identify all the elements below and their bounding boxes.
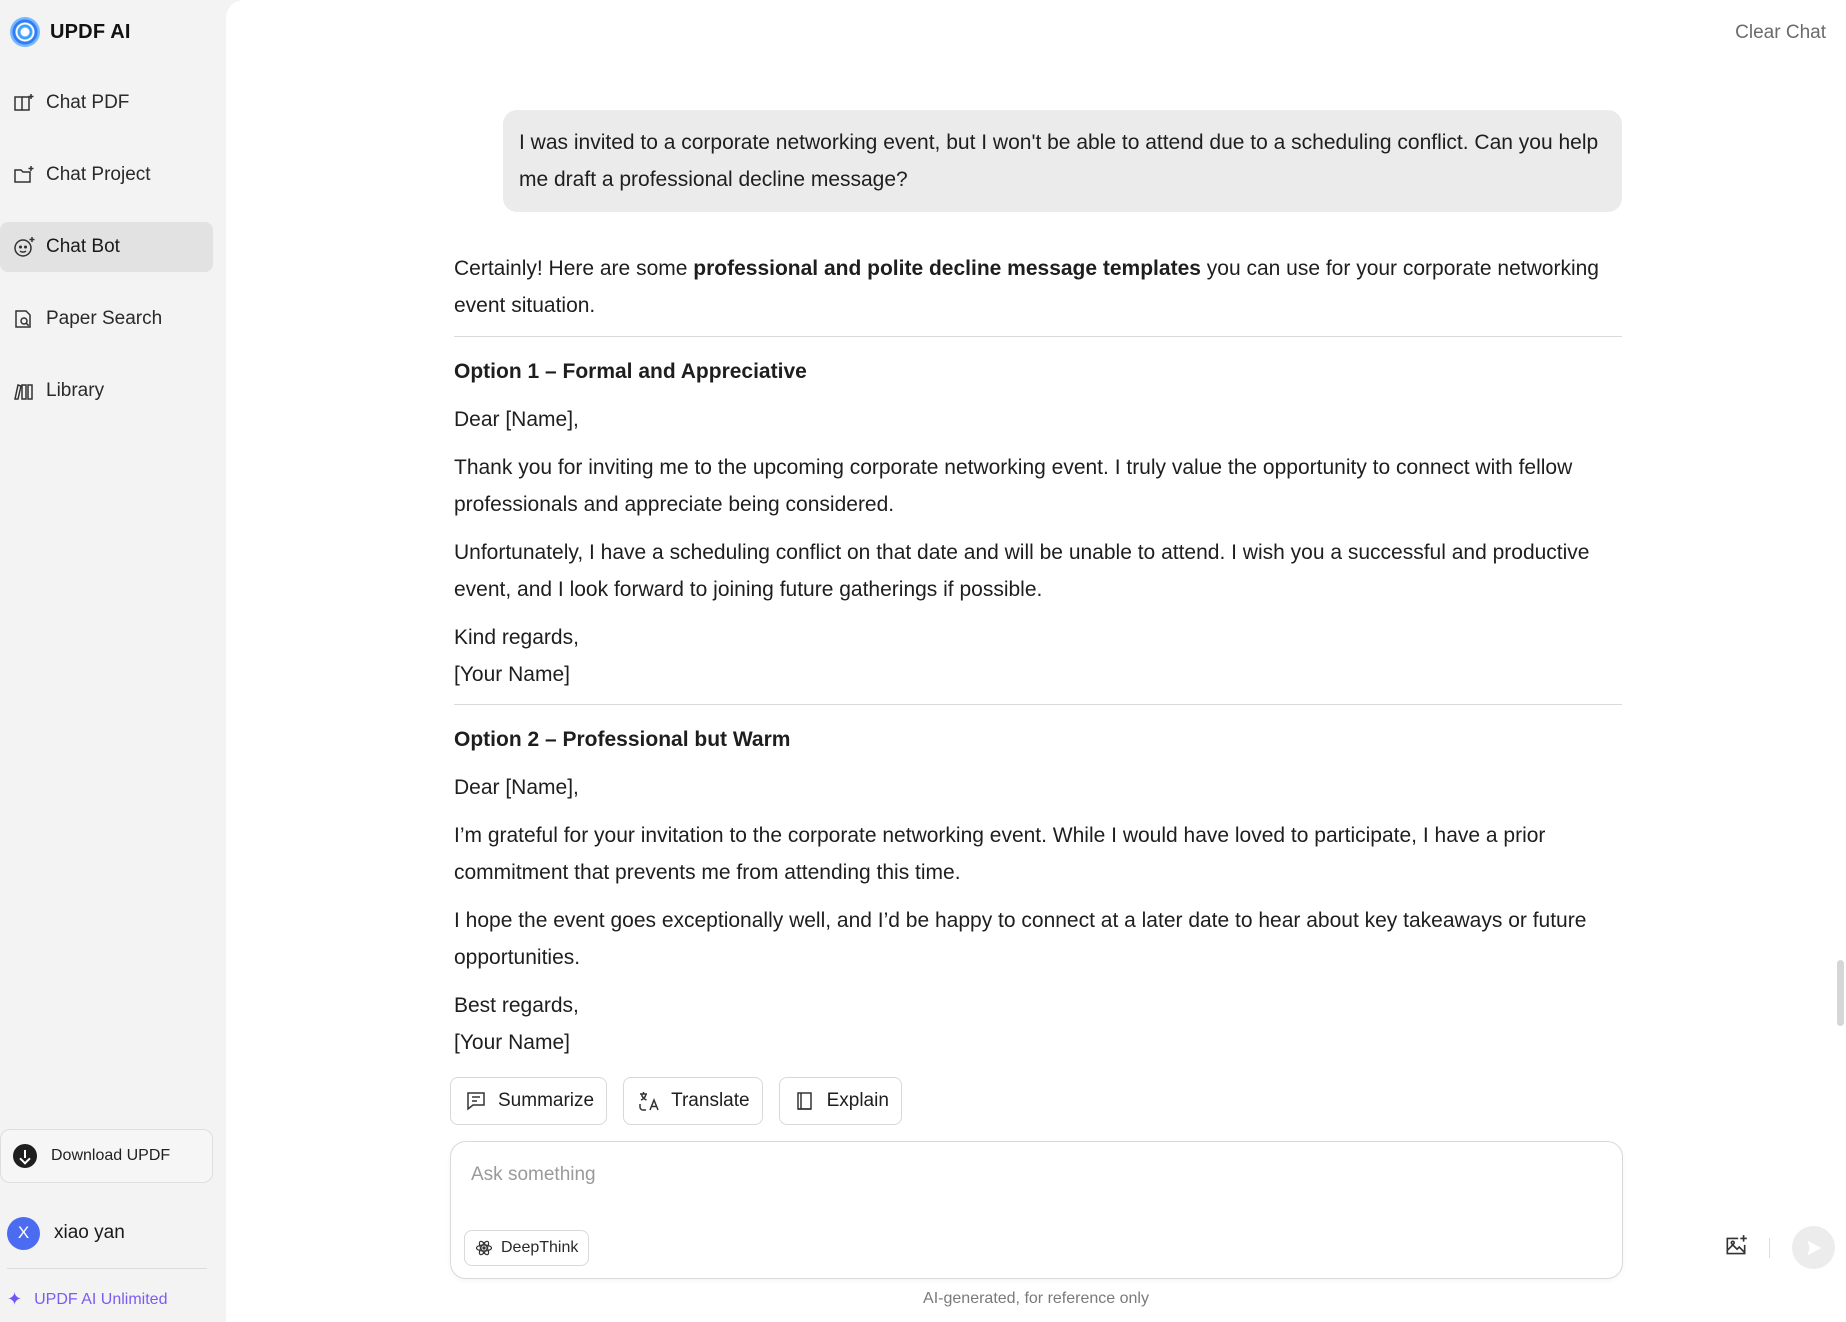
brand-name: UPDF AI — [50, 20, 131, 43]
explain-button[interactable]: Explain — [779, 1077, 902, 1125]
quick-actions — [450, 1077, 902, 1125]
composer-divider — [1769, 1238, 1770, 1258]
sidebar-item-label: Chat Bot — [46, 236, 120, 257]
library-icon — [12, 379, 36, 403]
user-name: xiao yan — [54, 1222, 125, 1243]
option1-paragraph: Thank you for inviting me to the upcoming corporate networking event. I truly value the opportunity to connect with fellow professionals and appreciate being considered. — [454, 456, 1573, 516]
option2-greeting: Dear [Name], — [454, 776, 579, 799]
summarize-icon — [464, 1089, 488, 1113]
sidebar-item-label: Chat Project — [46, 164, 151, 185]
avatar: X — [7, 1217, 40, 1250]
option1-greeting: Dear [Name], — [454, 408, 579, 431]
bot-face-icon — [12, 235, 36, 259]
sidebar-item-label: Chat PDF — [46, 92, 130, 113]
sidebar — [0, 0, 226, 1322]
updf-ai-unlimited-link[interactable] — [7, 1289, 167, 1310]
translate-button[interactable]: Translate — [623, 1077, 763, 1125]
sidebar-item-chat-bot[interactable] — [0, 222, 213, 272]
send-icon — [1804, 1238, 1824, 1258]
book-icon — [793, 1089, 817, 1113]
document-search-icon — [12, 307, 36, 331]
book-open-icon — [12, 91, 36, 115]
translate-icon — [637, 1089, 661, 1113]
brand[interactable] — [10, 16, 131, 48]
image-add-icon — [1723, 1233, 1749, 1259]
sidebar-item-chat-project[interactable] — [0, 150, 213, 200]
download-updf-button[interactable] — [0, 1129, 213, 1183]
divider — [454, 336, 1622, 337]
atom-icon — [475, 1239, 493, 1257]
image-upload-button[interactable] — [1721, 1232, 1751, 1262]
option1-heading: Option 1 – Formal and Appreciative — [454, 360, 807, 383]
sidebar-item-label: Paper Search — [46, 308, 163, 329]
conversation — [454, 110, 1622, 1054]
option2-signature: [Your Name] — [454, 1031, 570, 1054]
divider — [454, 704, 1622, 705]
answer-intro: Certainly! Here are some professional and polite decline message templates you can use for your corporate networking event situation. — [454, 257, 1599, 317]
folder-plus-icon — [12, 163, 36, 187]
user-message: I was invited to a corporate networking event, but I won't be able to attend due to a scheduling conflict. Can you help me draft a professional decline message? — [503, 110, 1622, 212]
option1-closing: Kind regards, — [454, 626, 579, 649]
sparkle-icon: ✦ — [7, 1289, 23, 1309]
user-profile[interactable] — [7, 1216, 125, 1250]
sidebar-item-chat-pdf[interactable] — [0, 78, 213, 128]
composer — [450, 1141, 1623, 1279]
sidebar-item-label: Library — [46, 380, 105, 401]
scrollbar[interactable] — [1837, 960, 1844, 1026]
sidebar-divider — [7, 1268, 207, 1269]
option2-paragraph: I hope the event goes exceptionally well, and I’d be happy to connect at a later date to hear about key takeaways or future opportunities. — [454, 909, 1587, 969]
assistant-message — [454, 250, 1622, 1054]
deepthink-toggle[interactable]: DeepThink — [464, 1230, 589, 1266]
sidebar-item-library[interactable] — [0, 366, 213, 416]
ask-input[interactable] — [471, 1164, 1571, 1186]
option1-paragraph: Unfortunately, I have a scheduling conflict on that date and will be unable to attend. I wish you a successful and productive event, and I look forward to joining future gatherings if possible. — [454, 541, 1590, 601]
download-icon — [13, 1144, 37, 1168]
unlimited-label: UPDF AI Unlimited — [34, 1290, 168, 1308]
send-button[interactable] — [1792, 1226, 1835, 1269]
download-label: Download UPDF — [51, 1147, 171, 1164]
option1-signature: [Your Name] — [454, 663, 570, 686]
updf-logo-icon — [10, 17, 40, 47]
sidebar-nav — [0, 78, 213, 438]
clear-chat-button[interactable]: Clear Chat — [1735, 22, 1826, 43]
main-panel — [226, 0, 1846, 1322]
summarize-button[interactable]: Summarize — [450, 1077, 607, 1125]
sidebar-item-paper-search[interactable] — [0, 294, 213, 344]
option2-closing: Best regards, — [454, 994, 579, 1017]
option2-paragraph: I’m grateful for your invitation to the corporate networking event. While I would have loved to participate, I have a prior commitment that prevents me from attending this time. — [454, 824, 1546, 884]
option2-heading: Option 2 – Professional but Warm — [454, 728, 791, 751]
ai-disclaimer: AI-generated, for reference only — [923, 1290, 1149, 1307]
